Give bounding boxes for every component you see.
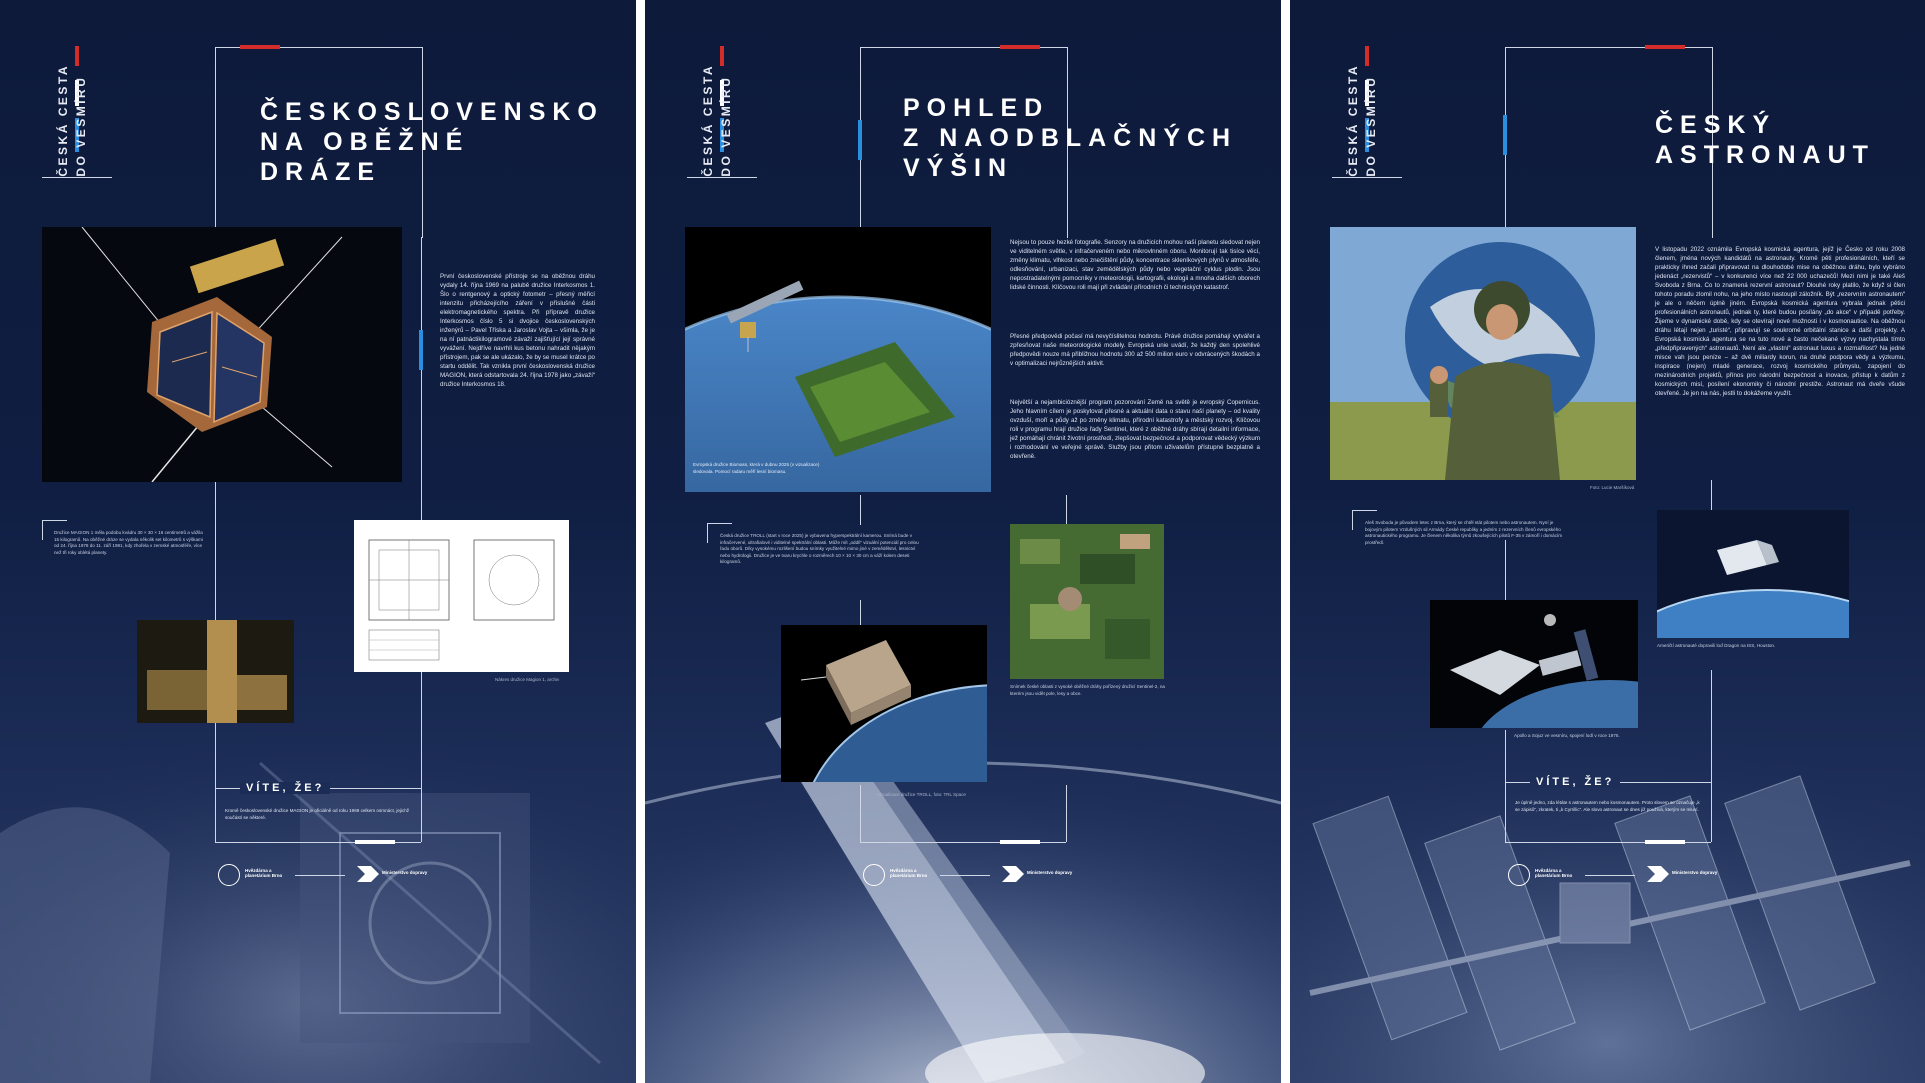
planetarium-logo-icon	[1508, 864, 1530, 886]
divider	[42, 177, 112, 178]
caption-troll: Česká družice TROLL (start v roce 2025) je vybavena hyperspektrální kamerou. Snímá bude v infračervené, ultrafialové i viditelné spektrální oblasti. Může mít „oddíl“ vizuální potenciál pro celou řadu oborů. Díky vysokému rozlišení budou snímky využitelné mimo jiné v zemědělství, lesnictví nebo hydrologii. Družice je ve tvaru krychle o rozměrech 10 × 10 × 30 cm a váží kolem deseti kilogramů.	[720, 533, 919, 564]
panel-body-text-3: Největší a nejambicióznější program pozorování Země na světě je evropský Copernicus. Jeho hlavním cílem je poskytovat přesné a aktuální data o stavu naší planety – od kvality ovzduší, moří a půdy až po změny klimatu, přírodní katastrofy a městský rozvoj. Klíčovou roli v programu hrají družice řady Sentinel, které z oběžné dráhy sbírají detailní informace, jež pomáhají chránit životní prostředí, zlepšovat bezpečnost a podporovat vědecký výzkum i rozhodování ve veřejné správě. Služby jsou přitom uživatelům přístupné bezplatně a otevřeně.	[1010, 399, 1260, 460]
vite-text: Kromě československé družice MAGION je oficiálně od roku 1969 celkem osmnáct, jejichž součástí se některé.	[225, 808, 410, 820]
series-label: ČESKÁ CESTA DO VESMÍRU	[1346, 64, 1378, 177]
frame-red-accent	[240, 45, 280, 49]
detail-illustration	[137, 620, 294, 723]
vite-text: Je úplně jedno, zda létáte s astronautem nebo kosmonautem. Proto slovem se označuje „k se zápisů“, zkratek, ti „k Cyrrillic“. Ale slovo astronaut se dnes již používá, kterým se mluví.	[1515, 800, 1700, 812]
frame-left-line	[1505, 540, 1506, 600]
logo-divider	[940, 875, 990, 876]
caption-dragon: Američtí astronauté dopravili loď Dragon na ISS, Houston.	[1657, 643, 1776, 648]
ministry-logo-icon	[1647, 866, 1669, 882]
caption-rule	[1352, 510, 1377, 511]
vite-heading: VÍTE, ŽE?	[240, 782, 330, 794]
panel-title: POHLED Z NAODBLAČNÝCH VÝŠIN	[903, 94, 1238, 182]
astronaut-ales-svoboda-photo	[1330, 227, 1636, 480]
dragon-illustration	[1657, 510, 1849, 638]
planetarium-logo-icon	[218, 864, 240, 886]
space-station-backdrop	[1290, 683, 1925, 1083]
biomass-satellite-render	[685, 227, 991, 492]
astronaut-illustration	[1330, 227, 1636, 480]
apollo-soyuz-illustration	[1430, 600, 1638, 728]
frame-red-accent	[1000, 45, 1040, 49]
frame-left-line	[860, 495, 861, 525]
caption-svoboda: Aleš Svoboda je původem letec z Brna, který se chtěl stát pilotem nebo astronautem. Nyní je bojovým pilotem Vzdušných sil Armády České republiky a jedním z rezervních členů evropského astronautického programu. Je členem několika týmů zkoušejících pilotů F-35 v zámoří i domácím prostředí.	[1365, 520, 1563, 545]
frame-right-line	[1066, 495, 1067, 525]
vite-heading: VÍTE, ŽE?	[1530, 776, 1620, 788]
series-label: ČESKÁ CESTA DO VESMÍRU	[701, 64, 733, 177]
exhibit-panel-2	[645, 0, 1281, 1083]
caption-sentinel: Snímek české oblasti z vysoké oběžné dráhy pořízený družicí Sentinel-2, na kterém jsou vidět pole, lesy a obce.	[1010, 684, 1165, 696]
frame-bottom-accent	[1645, 840, 1685, 844]
frame-blue-accent	[1503, 115, 1507, 155]
divider	[687, 177, 757, 178]
caption-schematic: Nákres družice Magion 1, archiv	[495, 677, 560, 682]
panel-title: ČESKÝ ASTRONAUT	[1655, 111, 1875, 169]
accent-red-bar	[720, 46, 724, 66]
panel-body-text: V listopadu 2022 oznámila Evropská kosmická agentura, jejíž je Česko od roku 2008 členem, jména nových kandidátů na astronauty. Kromě pěti profesionálních, kteří se prakticky ihned začali připravovat na dlouhodobé mise na oběžnou dráhu, bylo vybráno jedenáct „rezervistů“ – v konkurenci více než 22 000 uchazečů! Mezi nimi je také Aleš Svoboda z Brna. Co to znamená rezervní astronaut? Dlouhé roky platilo, že když si člen tohoto poradu zlomil nohu, na jeho místo nastoupil záložník. Být „rezervním astronautem“ je ale o něčem úplně jiném. Evropská kosmická agentura vybrala jednak pětici profesionálních astronautů, jednak ty, které budou posílány „do akce“ v případě potřeby. Žijeme v dynamické době, kdy se otevírají nové možnosti i v kosmonautice. Na oběžnou dráhu létají nejen „turisté“, připravují se soukromé orbitální stanice a další projekty. A Evropská kosmická agentura se na tuto nové a často nečekané výzvy nachystala tímto „předpřipravených“ astronautů. Není ale „vlastní“ astronaut luxus a rozmařilost? Na jedné misce vah jsou peníze – až dvě miliardy korun, na druhé podpora vědy a výzkumu, inspirace (nejen) mladé generace, rozvoj kosmického průmyslu, zapojení do mezinárodních projektů, přínos pro národní bezpečnost a inovace, přístup k datům z kosmických misí, posílení ekonomiky či národní prestiže. Astronaut má dveře všude otevřené. Je jen na nás, jestli to dokážeme využít.	[1655, 246, 1905, 397]
dragon-capsule-photo	[1657, 510, 1849, 638]
frame-blue-accent	[419, 330, 423, 370]
ministry-logo-icon	[1002, 866, 1024, 882]
frame-right-line-2	[1066, 785, 1067, 842]
exhibit-panel-3	[1290, 0, 1925, 1083]
planetarium-logo-icon	[863, 864, 885, 886]
satellite-illustration	[42, 227, 402, 482]
photo-credit: Foto: Lucie Maršíková	[1590, 485, 1635, 490]
magion-satellite-photo	[42, 227, 402, 482]
caption-rule	[707, 523, 732, 524]
schematic-illustration	[354, 520, 569, 672]
frame-left-line-2	[1505, 730, 1506, 842]
caption-rule-vertical	[707, 523, 708, 543]
panel-body-text: První československé přístroje se na oběžnou dráhu vydaly 14. října 1969 na palubě družice Interkosmos 1. Šlo o rentgenový a optický fotometr – přesný měřicí intenzitu přicházejícího záření v příslušné části elektromagnetického spektra. Při přípravě družice Interkosmos číslo 5 si dvojice československých inženýrů – Pavel Tříska a Jaroslav Vojta – všimla, že je na ní patnáctikilogramové závaží zajišťující její správné vyvážení. Nejdříve navrhli kus betonu nahradit nějakým přístrojem, pak se ale ukázalo, že by se musel krátce po startu oddělit. Tak vznikla první československá družice MAGION, která odstartovala 24. října 1978 jako „závaží“ družice Interkosmos 18.	[440, 273, 595, 388]
accent-red-bar	[1365, 46, 1369, 66]
panel-body-text-1: Nejsou to pouze hezké fotografie. Senzory na družicích mohou naší planetu sledovat nejen ve viditelném světle, v infračerveném nebo mikrovlnném oboru. Monitorují tak tisíce věcí, změny klimatu, vlhkost nebo znečištění půdy, koncentrace skleníkových plynů v atmosféře, odlesňování, urbanizaci, stav zemědělských půdy nebo vegetační cyklus plodin. Jsou nepostradatelnými pomocníky v meteorologii, kartografii, ekologii a mnoha dalších oborech lidské činnosti. Klíčovou roli mají při zvládání přírodních či technických katastrof.	[1010, 239, 1260, 291]
ministry-logo-text: Ministerstvo dopravy	[382, 870, 428, 875]
caption-biomass: Evropská družice Biomass, která v dubnu 2025 (v vizualizace) sledovala. Pomocí radaru měří lesní biomasu.	[693, 462, 820, 474]
cubesat-illustration	[781, 625, 987, 782]
frame-bottom-accent	[1000, 840, 1040, 844]
satellite-hardware-backdrop	[0, 683, 636, 1083]
land-illustration	[1010, 524, 1164, 679]
exhibit-panel-1	[0, 0, 636, 1083]
apollo-soyuz-photo	[1430, 600, 1638, 728]
planetarium-logo-text: Hvězdárna a planetárium Brno	[890, 868, 928, 878]
panel-body-text-2: Přesné předpovědi počasí má nevyčíslitelnou hodnotu. Právě družice pomáhají vytvářet a zpřesňovat naše meteorologické modely. Evropská unie uvádí, že každý den spolehlivé předpovědi nouze má přibližnou hodnotu 300 až 500 milion euro v odvrácených škodách a v optimalizaci nejrůznějších aktivit.	[1010, 333, 1260, 367]
frame-red-accent	[1645, 45, 1685, 49]
troll-satellite-render	[781, 625, 987, 782]
frame-left-line-2	[860, 600, 861, 625]
planetarium-logo-text: Hvězdárna a planetárium Brno	[1535, 868, 1573, 878]
magion-schematic-drawing	[354, 520, 569, 672]
ministry-logo-text: Ministerstvo dopravy	[1672, 870, 1718, 875]
frame-right-line-2	[1711, 670, 1712, 842]
caption-rule-vertical	[42, 520, 43, 540]
frame-left-line-3	[860, 785, 861, 842]
ministry-logo-text: Ministerstvo dopravy	[1027, 870, 1073, 875]
magion-detail-photo	[137, 620, 294, 723]
panel-title: ČESKOSLOVENSKO NA OBĚŽNÉ DRÁZE	[260, 98, 604, 186]
frame-bottom-accent	[355, 840, 395, 844]
frame-right-line	[1711, 480, 1712, 510]
sentinel-land-image	[1010, 524, 1164, 679]
planetarium-logo-text: Hvězdárna a planetárium Brno	[245, 868, 283, 878]
caption-troll-render: Vizualizace družice TROLL, foto: TRL Space	[877, 792, 966, 797]
accent-red-bar	[75, 46, 79, 66]
series-label: ČESKÁ CESTA DO VESMÍRU	[56, 64, 88, 177]
caption-rule	[42, 520, 67, 521]
logo-divider	[295, 875, 345, 876]
caption-magion: Družice MAGION 1 měla podobu kvádru 30 × 30 × 16 centimetrů a vážila 15 kilogramů. Na oběžné dráze se vydala několik set kilometrů s výškami od 24. října 1978 do 11. září 1981, kdy zhořela v zemské atmosféře, více než tři roky oblétá planety.	[54, 530, 203, 555]
frame-blue-accent	[858, 120, 862, 160]
logo-divider	[1585, 875, 1635, 876]
ministry-logo-icon	[357, 866, 379, 882]
earth-satellite-illustration	[685, 227, 991, 492]
caption-rule-vertical	[1352, 510, 1353, 530]
divider	[1332, 177, 1402, 178]
caption-apollo-soyuz: Apollo a Sojuz ve vesmíru, spojení lodí v roce 1975.	[1514, 733, 1620, 738]
